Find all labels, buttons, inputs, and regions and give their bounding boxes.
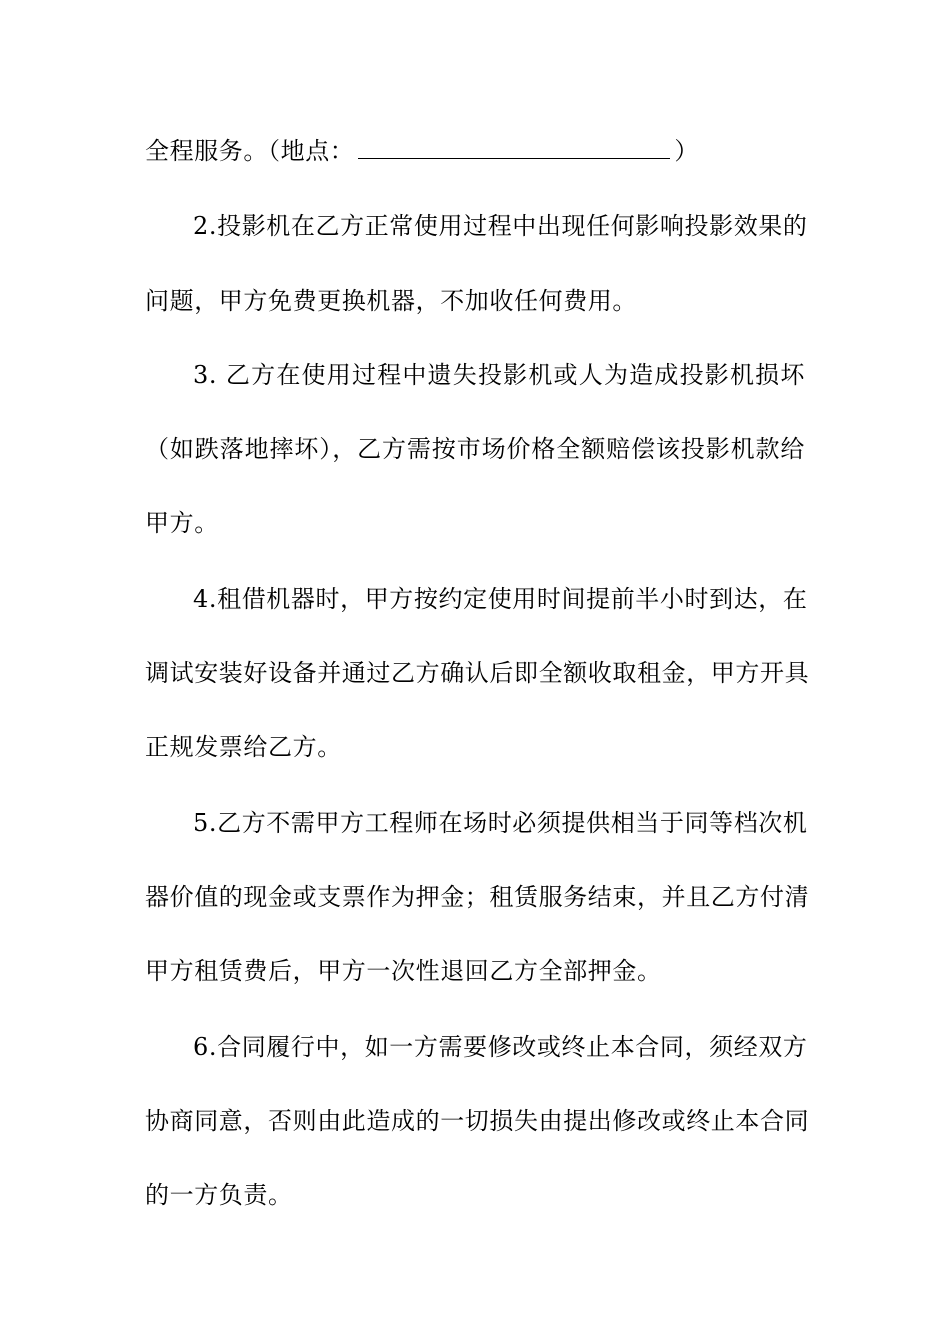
paragraph-6-line-1: 6.合同履行中，如一方需要修改或终止本合同，须经双方 bbox=[193, 1033, 808, 1061]
paragraph-1-line-1 bbox=[145, 134, 805, 168]
paragraph-4-line-2: 调试安装好设备并通过乙方确认后即全额收取租金，甲方开具 bbox=[145, 659, 810, 687]
paragraph-6-line-2: 协商同意，否则由此造成的一切损失由提出修改或终止本合同 bbox=[145, 1107, 810, 1135]
paragraph-4-line-3: 正规发票给乙方。 bbox=[145, 733, 342, 761]
paragraph-6-line-3: 的一方负责。 bbox=[145, 1181, 293, 1209]
location-suffix: ） bbox=[674, 137, 700, 165]
paragraph-5-line-3: 甲方租赁费后，甲方一次性退回乙方全部押金。 bbox=[145, 957, 662, 985]
paragraph-3-line-3: 甲方。 bbox=[145, 509, 219, 537]
paragraph-5-line-2: 器价值的现金或支票作为押金；租赁服务结束，并且乙方付清 bbox=[145, 883, 810, 911]
location-prefix: 全程服务。（地点： bbox=[145, 137, 355, 165]
paragraph-3-line-1: 3. 乙方在使用过程中遗失投影机或人为造成投影机损坏 bbox=[193, 361, 805, 389]
paragraph-2-line-1: 2.投影机在乙方正常使用过程中出现任何影响投影效果的 bbox=[193, 212, 808, 240]
paragraph-5-line-1: 5.乙方不需甲方工程师在场时必须提供相当于同等档次机 bbox=[193, 809, 808, 837]
location-blank bbox=[358, 136, 670, 159]
paragraph-2-line-2: 问题，甲方免费更换机器，不加收任何费用。 bbox=[145, 287, 637, 315]
paragraph-4-line-1: 4.租借机器时，甲方按约定使用时间提前半小时到达，在 bbox=[193, 585, 808, 613]
paragraph-3-line-2: （如跌落地摔坏），乙方需按市场价格全额赔偿该投影机款给 bbox=[145, 435, 805, 463]
